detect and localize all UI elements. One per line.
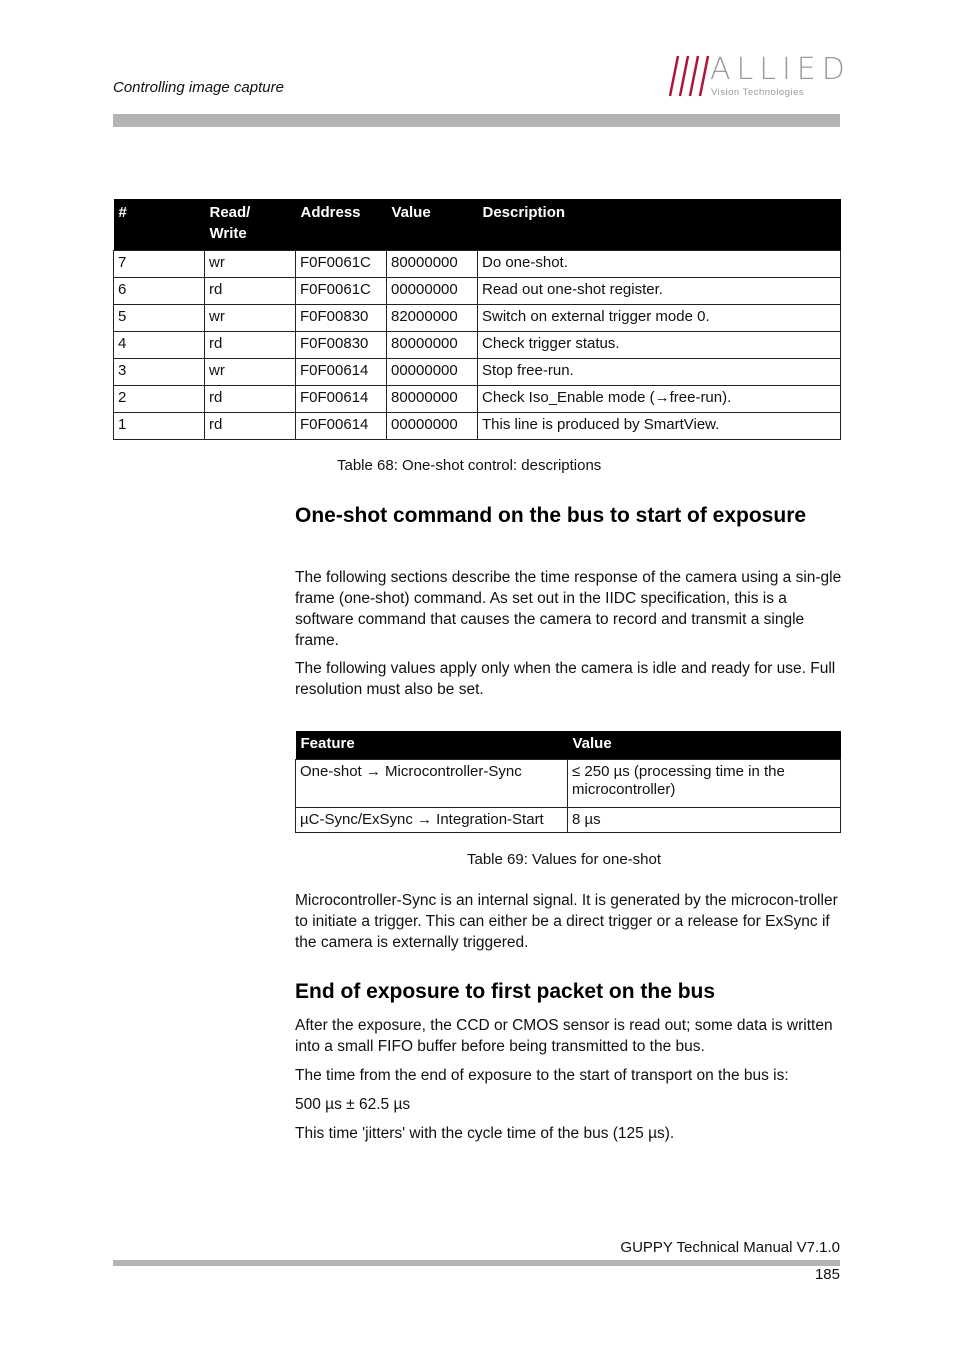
table-cell: F0F00830	[296, 305, 387, 332]
body-paragraph: The following values apply only when the camera is idle and ready for use. Full resolution must also be set.	[295, 660, 836, 698]
body-paragraph: Microcontroller-Sync is an internal signal. It is generated by the microcon-troller to initiate a trigger. This can either be a direct trigger or a release for ExSync if the camera is externally triggered.	[295, 892, 838, 951]
table-cell: 1	[114, 413, 205, 440]
body-paragraph: The time from the end of exposure to the start of transport on the bus is:	[295, 1067, 789, 1084]
table-cell: ≤ 250 µs (processing time in the microcontroller)	[568, 760, 841, 808]
table-header-row	[114, 199, 841, 251]
table-cell: F0F00614	[296, 386, 387, 413]
table-cell: Switch on external trigger mode 0.	[478, 305, 841, 332]
table-cell: rd	[205, 386, 296, 413]
table-69-caption: Table 69: Values for one-shot	[467, 851, 662, 868]
table-cell: 00000000	[387, 413, 478, 440]
table-cell: Check trigger status.	[478, 332, 841, 359]
table-cell: wr	[205, 359, 296, 386]
table-cell: 00000000	[387, 359, 478, 386]
table-cell: 82000000	[387, 305, 478, 332]
company-logo	[668, 52, 851, 100]
table-cell: 00000000	[387, 278, 478, 305]
table-cell: Read out one-shot register.	[478, 278, 841, 305]
column-header: Address	[296, 199, 387, 251]
column-header: Read/ Write	[205, 199, 296, 251]
table-cell: 80000000	[387, 332, 478, 359]
table-cell: Check Iso_Enable mode (→free-run).	[478, 386, 841, 413]
table-cell: µC-Sync/ExSync → Integration-Start	[296, 808, 568, 833]
table-cell: 7	[114, 251, 205, 278]
running-header-title: Controlling image capture	[113, 79, 284, 96]
table-cell: 8 µs	[568, 808, 841, 833]
table-cell: This line is produced by SmartView.	[478, 413, 841, 440]
logo-tagline: Vision Technologies	[711, 87, 805, 98]
table-cell: 3	[114, 359, 205, 386]
body-paragraph: 500 µs ± 62.5 µs	[295, 1096, 411, 1113]
table-cell: 5	[114, 305, 205, 332]
column-header: #	[114, 199, 205, 251]
table-cell: Stop free-run.	[478, 359, 841, 386]
table-cell: F0F00614	[296, 359, 387, 386]
table-cell: rd	[205, 332, 296, 359]
table-cell: wr	[205, 305, 296, 332]
table-cell: 2	[114, 386, 205, 413]
table-cell: 4	[114, 332, 205, 359]
column-header: Feature	[296, 731, 568, 760]
table-cell: F0F00614	[296, 413, 387, 440]
table-cell: 80000000	[387, 251, 478, 278]
table-cell: F0F0061C	[296, 278, 387, 305]
one-shot-control-table	[113, 199, 841, 440]
section-heading-one-shot: One-shot command on the bus to start of exposure	[295, 504, 807, 527]
table-header-row	[296, 731, 841, 760]
table-row	[114, 413, 841, 440]
table-row	[296, 808, 841, 833]
table-row	[114, 386, 841, 413]
body-paragraph: The following sections describe the time response of the camera using a sin-gle frame (one-shot) command. As set out in the IIDC specification, this is a software command that causes the camera to record and transmit a single frame.	[295, 569, 842, 649]
logo-wordmark: ALLIED	[710, 52, 851, 87]
footer-rule	[113, 1260, 840, 1266]
table-cell: One-shot → Microcontroller-Sync	[296, 760, 568, 808]
table-cell: wr	[205, 251, 296, 278]
table-row	[114, 305, 841, 332]
footer-manual-title: GUPPY Technical Manual V7.1.0	[620, 1239, 840, 1256]
one-shot-values-table	[295, 731, 841, 833]
table-row	[114, 278, 841, 305]
table-row	[296, 760, 841, 808]
section-heading-end-of-exposure: End of exposure to first packet on the bus	[295, 980, 716, 1003]
table-cell: F0F0061C	[296, 251, 387, 278]
column-header: Value	[568, 731, 841, 760]
page-number: 185	[814, 1266, 840, 1283]
body-paragraph: This time 'jitters' with the cycle time of the bus (125 µs).	[295, 1125, 675, 1142]
table-cell: F0F00830	[296, 332, 387, 359]
table-68-caption: Table 68: One-shot control: descriptions	[337, 457, 602, 474]
body-paragraph: After the exposure, the CCD or CMOS sensor is read out; some data is written into a small FIFO buffer before being transmitted to the bus.	[295, 1017, 833, 1055]
column-header: Value	[387, 199, 478, 251]
table-cell: 80000000	[387, 386, 478, 413]
column-header: Description	[478, 199, 841, 251]
header-rule	[113, 114, 840, 127]
table-row	[114, 332, 841, 359]
table-cell: Do one-shot.	[478, 251, 841, 278]
table-cell: 6	[114, 278, 205, 305]
table-row	[114, 251, 841, 278]
table-row	[114, 359, 841, 386]
table-cell: rd	[205, 278, 296, 305]
table-cell: rd	[205, 413, 296, 440]
logo-slashes-icon	[668, 54, 710, 98]
